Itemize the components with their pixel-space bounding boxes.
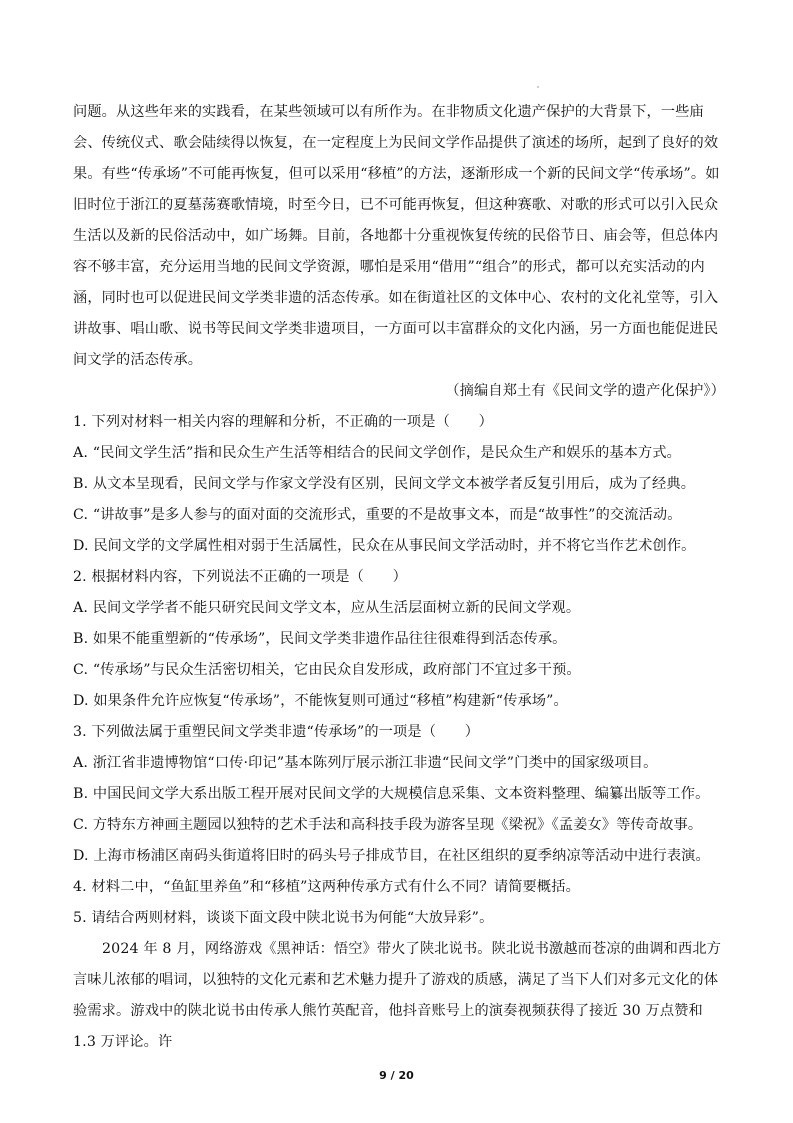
question-3: 3. 下列做法属于重塑民间文学类非遗“传承场”的一项是（ ） — [73, 724, 480, 740]
question-3-option-b: B. 中国民间文学大系出版工程开展对民间文学的大规模信息采集、文本资料整理、编纂出版等工作。 — [73, 786, 710, 802]
question-1-option-b: B. 从文本呈现看，民间文学与作家文学没有区别，民间文学文本被学者反复引用后，成为了经典。 — [73, 476, 696, 492]
question-2-option-d: D. 如果条件允许应恢复“传承场”，不能恢复则可通过“移植”构建新“传承场”。 — [73, 693, 568, 709]
question-3-option-c: C. 方特东方神画主题园以独特的艺术手法和高科技手段为游客呈现《梁祝》《孟姜女》等传奇故事。 — [73, 817, 703, 833]
question-2-option-a: A. 民间文学学者不能只研究民间文学文本，应从生活层面树立新的民间文学观。 — [73, 600, 581, 616]
question-1-option-d: D. 民间文学的文学属性相对弱于生活属性，民众在从事民间文学活动时，并不将它当作艺术创作。 — [73, 538, 696, 554]
scan-dot — [537, 86, 539, 88]
question-5: 5. 请结合两则材料，谈谈下面文段中陕北说书为何能“大放异彩”。 — [73, 910, 494, 926]
question-2: 2. 根据材料内容，下列说法不正确的一项是（ ） — [73, 569, 407, 585]
question-2-option-b: B. 如果不能重塑新的“传承场”，民间文学类非遗作品往往很难得到活态传承。 — [73, 631, 567, 647]
page-number: 9 / 20 — [379, 1069, 414, 1082]
question-1: 1. 下列对材料一相关内容的理解和分析，不正确的一项是（ ） — [73, 414, 493, 430]
source-citation: （摘编自郑土有《民间文学的遗产化保护》） — [445, 383, 725, 399]
paragraph-final: 2024 年 8 月，网络游戏《黑神话：悟空》带火了陕北说书。陕北说书激越而苍凉的曲调和西北方言味儿浓郁的唱词，以独特的文化元素和艺术魅力提升了游戏的质感，满足了当下人们对多元文化的体验需求。游戏中的陕北说书由传承人熊竹英配音，他抖音账号上的演奏视频获得了接近 30 万点赞和 1.3 万评论。许 — [73, 941, 722, 1050]
question-2-option-c: C. “传承场”与民众生活密切相关，它由民众自发形成，政府部门不宜过多干预。 — [73, 662, 581, 678]
question-4: 4. 材料二中，“鱼缸里养鱼”和“移植”这两种传承方式有什么不同？请简要概括。 — [73, 879, 580, 895]
question-3-option-a: A. 浙江省非遗博物馆“口传·印记”基本陈列厅展示浙江非遗“民间文学”门类中的国家级项目。 — [73, 755, 658, 771]
question-1-option-c: C. “讲故事”是多人参与的面对面的交流形式，重要的不是故事文本，而是“故事性”的交流活动。 — [73, 507, 682, 523]
page-content — [73, 97, 725, 1058]
question-3-option-d: D. 上海市杨浦区南码头街道将旧时的码头号子排成节目，在社区组织的夏季纳凉等活动中进行表演。 — [73, 848, 710, 864]
question-1-option-a: A. “民间文学生活”指和民众生产生活等相结合的民间文学创作，是民众生产和娱乐的基本方式。 — [73, 445, 682, 461]
paragraph-intro: 问题。从这些年来的实践看，在某些领域可以有所作为。在非物质文化遗产保护的大背景下，一些庙会、传统仪式、歌会陆续得以恢复，在一定程度上为民间文学作品提供了演述的场所，起到了良好的效果。有些“传承场”不可能再恢复，但可以采用“移植”的方法，逐渐形成一个新的民间文学“传承场”。如旧时位于浙江的夏墓荡赛歌情境，时至今日，已不可能再恢复，但这种赛歌、对歌的形式可以引入民众生活以及新的民俗活动中，如广场舞。目前，各地都十分重视恢复传统的民俗节日、庙会等，但总体内容不够丰富，充分运用当地的民间文学资源，哪怕是采用“借用”“组合”的形式，都可以充实活动的内涵，同时也可以促进民间文学类非遗的活态传承。如在街道社区的文体中心、农村的文化礼堂等，引入讲故事、唱山歌、说书等民间文学类非遗项目，一方面可以丰富群众的文化内涵，另一方面也能促进民间文学的活态传承。 — [73, 104, 720, 368]
